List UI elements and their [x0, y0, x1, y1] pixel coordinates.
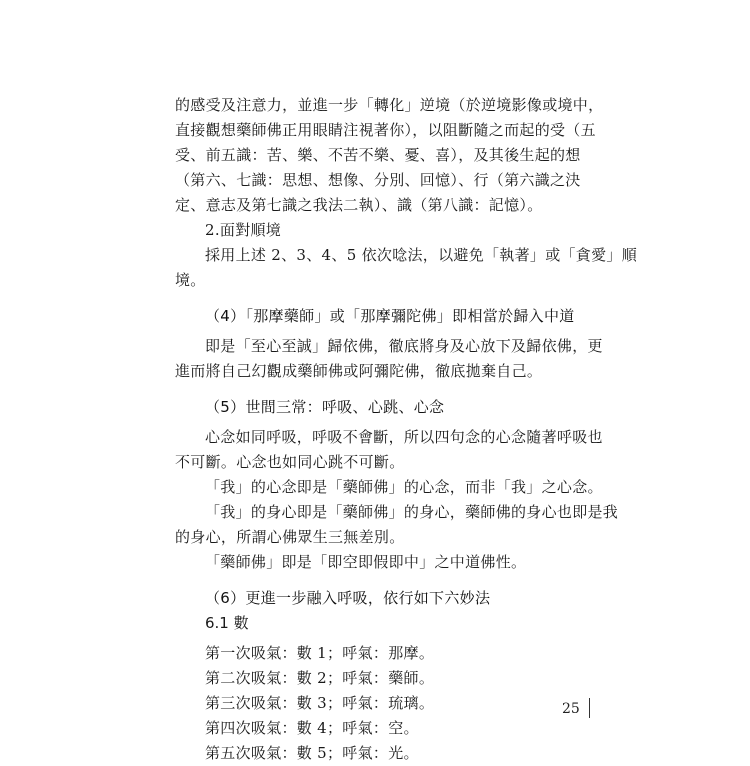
paragraph-line: 的感受及注意力，並進一步「轉化」逆境（於逆境影像或境中， [175, 96, 604, 114]
paragraph-line: 即是「至心至誠」歸依佛，徹底將身及心放下及歸依佛，更 [205, 337, 603, 355]
paragraph-line: 「我」的心念即是「藥師佛」的心念，而非「我」之心念。 [205, 478, 603, 496]
breath-line: 第五次吸氣：數 5；呼氣：光。 [205, 744, 419, 762]
paragraph-line: 心念如同呼吸，呼吸不會斷，所以四句念的心念隨著呼吸也 [205, 428, 603, 446]
paragraph-line: 「我」的身心即是「藥師佛」的身心，藥師佛的身心也即是我 [205, 503, 619, 521]
section-heading: （5）世間三常：呼吸、心跳、心念 [205, 398, 445, 416]
paragraph-line: 進而將自己幻觀成藥師佛或阿彌陀佛，徹底拋棄自己。 [175, 362, 543, 380]
paragraph-line: 的身心，所謂心佛眾生三無差別。 [175, 528, 405, 546]
section-heading: （6）更進一步融入呼吸，依行如下六妙法 [205, 589, 491, 607]
paragraph-line: 採用上述 2、3、4、5 依次唸法，以避免「執著」或「貪愛」順 [205, 246, 638, 264]
paragraph-line: 不可斷。心念也如同心跳不可斷。 [175, 453, 405, 471]
page-body [175, 93, 638, 766]
paragraph-line: 直接觀想藥師佛正用眼睛注視著你），以阻斷隨之而起的受（五 [175, 121, 596, 139]
paragraph-line: 受、前五識：苦、樂、不苦不樂、憂、喜），及其後生起的想 [175, 146, 581, 164]
subsection-title: 2.面對順境 [205, 221, 282, 239]
breath-line: 第二次吸氣：數 2；呼氣：藥師。 [205, 669, 435, 687]
breath-line: 第四次吸氣：數 4；呼氣：空。 [205, 719, 419, 737]
paragraph-line: 境。 [175, 271, 206, 289]
page-number: 25 [562, 701, 580, 717]
paragraph-line: 定、意志及第七識之我法二執）、識（第八識：記憶）。 [175, 196, 543, 214]
breath-line: 第一次吸氣：數 1；呼氣：那摩。 [205, 644, 435, 662]
page-number-rule [589, 698, 590, 718]
subsection-title: 6.1 數 [205, 614, 249, 632]
breath-line: 第三次吸氣：數 3；呼氣：琉璃。 [205, 694, 435, 712]
paragraph-line: （第六、七識：思想、想像、分別、回憶）、行（第六識之決 [175, 171, 581, 189]
section-heading: （4）「那摩藥師」或「那摩彌陀佛」即相當於歸入中道 [205, 307, 575, 325]
paragraph-line: 「藥師佛」即是「即空即假即中」之中道佛性。 [205, 553, 527, 571]
